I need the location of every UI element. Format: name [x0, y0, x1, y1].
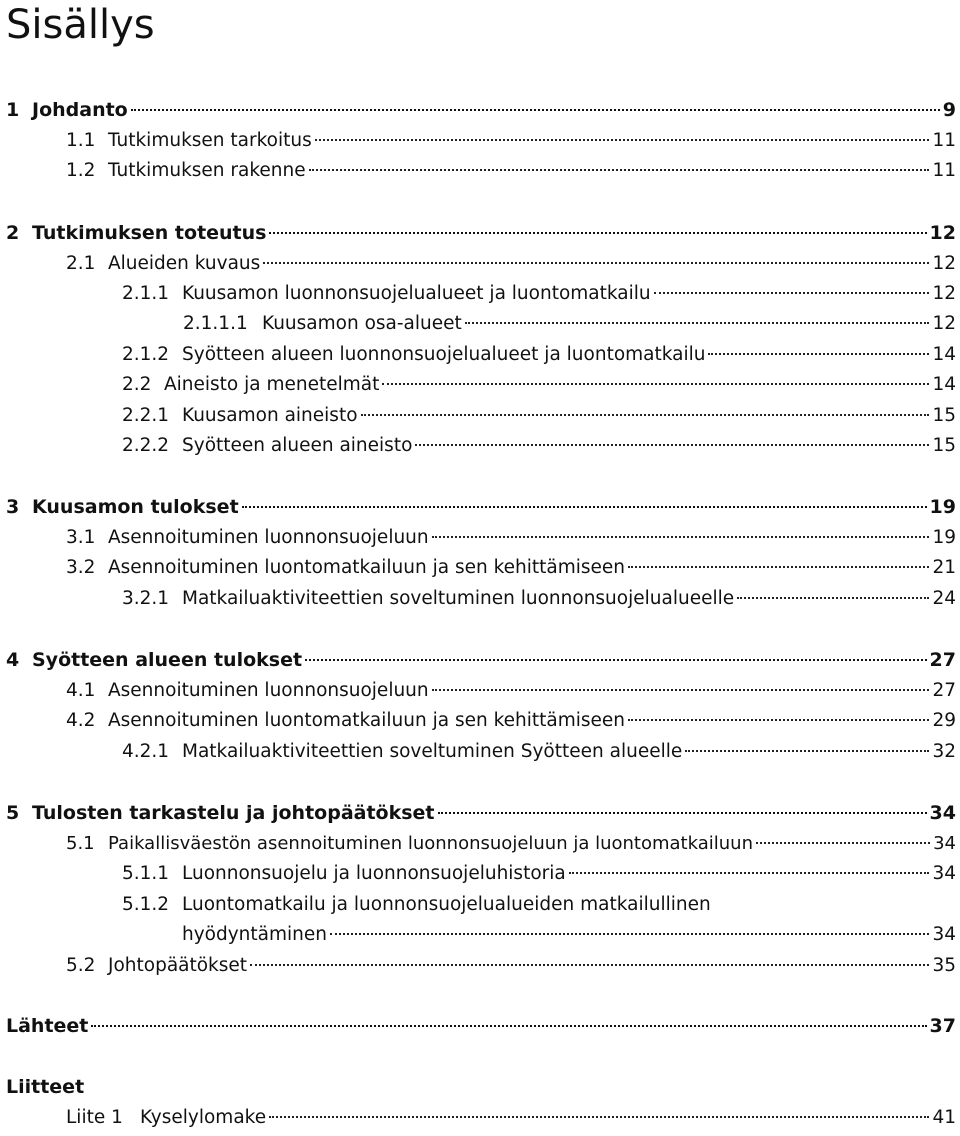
toc-section-4-1[interactable]	[66, 676, 956, 706]
toc-number: 5.1.2	[122, 894, 170, 915]
toc-section-5-1-2[interactable]	[182, 920, 956, 950]
toc-number: 3.1	[66, 527, 96, 548]
toc-number: 1.2	[66, 160, 96, 181]
dot-leader	[415, 444, 929, 446]
toc-title: Tutkimuksen rakenne	[108, 160, 306, 181]
dot-leader	[432, 536, 930, 538]
toc-page-number: 15	[932, 405, 956, 426]
toc-title: Matkailuaktiviteettien soveltuminen Syötteen alueelle	[182, 741, 683, 762]
toc-chapter-2[interactable]	[6, 218, 956, 248]
toc-section-5-2[interactable]	[66, 951, 956, 981]
toc-title: Luontomatkailu ja luonnonsuojelualueiden matkailullinen	[182, 894, 711, 915]
dot-leader	[330, 933, 929, 935]
toc-title: Tutkimuksen toteutus	[32, 222, 267, 244]
dot-leader	[465, 322, 930, 324]
toc-number: 2.1.1.1	[183, 313, 248, 334]
toc-title: Tutkimuksen tarkoitus	[108, 130, 312, 151]
dot-leader	[242, 506, 927, 508]
toc-number: 5.1.1	[122, 863, 170, 884]
dot-leader	[708, 353, 929, 355]
toc-page-number: 34	[932, 863, 956, 884]
dot-leader	[263, 262, 929, 264]
toc-page-number: 14	[932, 344, 956, 365]
toc-section-4-2-1[interactable]	[122, 737, 956, 767]
toc-number: 2.2.1	[122, 405, 170, 426]
dot-leader	[269, 1116, 929, 1118]
toc-number: 1	[6, 99, 20, 121]
toc-page-number: 35	[932, 955, 956, 976]
toc-section-1-1[interactable]	[66, 126, 956, 156]
toc-section-3-1[interactable]	[66, 523, 956, 553]
dot-leader	[315, 139, 930, 141]
toc-number: 2.2	[122, 374, 152, 395]
toc-number: 3	[6, 496, 20, 518]
toc-title: Syötteen alueen aineisto	[182, 435, 413, 456]
toc-page-number: 41	[932, 1107, 956, 1128]
toc-section-2-2-1[interactable]	[122, 401, 956, 431]
toc-page-number: 21	[932, 557, 956, 578]
toc-page-number: 27	[932, 680, 956, 701]
toc-page-number: 15	[932, 435, 956, 456]
toc-number: 5.1	[66, 833, 95, 854]
dot-leader	[250, 964, 929, 966]
toc-number: 3.2	[66, 557, 96, 578]
toc-number: 2	[6, 222, 20, 244]
toc-page-number: 9	[942, 99, 956, 121]
dot-leader	[91, 1025, 926, 1027]
toc-section-2-1-2[interactable]	[122, 340, 956, 370]
toc-page-number: 12	[932, 253, 956, 274]
toc-number: 2.1	[66, 253, 96, 274]
toc-title: Johdanto	[32, 99, 128, 121]
toc-title: Luonnonsuojelu ja luonnonsuojeluhistoria	[182, 863, 566, 884]
dot-leader	[361, 414, 930, 416]
toc-section-2-2[interactable]	[122, 370, 956, 400]
toc-title: Asennoituminen luonnonsuojeluun	[108, 527, 429, 548]
dot-leader	[438, 812, 927, 814]
toc-number: 2.2.2	[122, 435, 170, 456]
toc-title: Kuusamon aineisto	[182, 405, 358, 426]
dot-leader	[628, 566, 929, 568]
toc-title: Tulosten tarkastelu ja johtopäätökset	[32, 802, 435, 824]
toc-title: Kuusamon osa-alueet	[262, 313, 462, 334]
toc-references[interactable]	[6, 1011, 956, 1041]
toc-title: Kyselylomake	[140, 1107, 267, 1128]
toc-title: Alueiden kuvaus	[108, 253, 261, 274]
toc-title: Aineisto ja menetelmät	[164, 374, 380, 395]
toc-section-3-2[interactable]	[66, 553, 956, 583]
toc-page-number: 29	[932, 710, 956, 731]
toc-section-2-1-1[interactable]	[122, 279, 956, 309]
toc-number: 4.2.1	[122, 741, 170, 762]
toc-section-5-1-1[interactable]	[122, 859, 956, 889]
toc-page-number: 37	[929, 1015, 956, 1037]
toc-section-1-2[interactable]	[66, 156, 956, 186]
toc-chapter-4[interactable]	[6, 645, 956, 675]
toc-page-number: 27	[929, 649, 956, 671]
toc-section-2-1[interactable]	[66, 249, 956, 279]
dot-leader	[737, 597, 929, 599]
toc-chapter-1[interactable]	[6, 95, 956, 125]
toc-title: Johtopäätökset	[108, 955, 248, 976]
toc-section-2-1-1-1[interactable]	[183, 309, 956, 339]
dot-leader	[309, 169, 930, 171]
dot-leader	[756, 842, 930, 844]
toc-page-number: 34	[933, 833, 956, 854]
dot-leader	[382, 383, 929, 385]
toc-title: Asennoituminen luontomatkailuun ja sen kehittämiseen	[108, 710, 626, 731]
toc-page-number: 34	[932, 924, 956, 945]
toc-chapter-5[interactable]	[6, 798, 956, 828]
toc-appendix-1[interactable]	[66, 1103, 956, 1133]
toc-page-number: 12	[932, 283, 956, 304]
dot-leader	[269, 232, 926, 234]
dot-leader	[305, 659, 926, 661]
toc-number: Liite 1	[66, 1107, 123, 1128]
toc-number: 5.2	[66, 955, 96, 976]
toc-number: 3.2.1	[122, 588, 170, 609]
toc-title: Asennoituminen luontomatkailuun ja sen kehittämiseen	[108, 557, 626, 578]
toc-title: Syötteen alueen luonnonsuojelualueet ja luontomatkailu	[182, 344, 706, 365]
toc-chapter-3[interactable]	[6, 492, 956, 522]
toc-section-5-1[interactable]	[66, 829, 956, 859]
toc-section-3-2-1[interactable]	[122, 584, 956, 614]
dot-leader	[432, 689, 930, 691]
toc-number: 4	[6, 649, 20, 671]
toc-page-number: 19	[929, 496, 956, 518]
toc-page-number: 12	[929, 222, 956, 244]
toc-number: 4.2	[66, 710, 96, 731]
toc-page-number: 19	[932, 527, 956, 548]
toc-section-4-2[interactable]	[66, 706, 956, 736]
toc-title: Syötteen alueen tulokset	[32, 649, 303, 671]
toc-number: 2.1.2	[122, 344, 170, 365]
toc-page-number: 34	[929, 802, 956, 824]
toc-section-2-2-2[interactable]	[122, 431, 956, 461]
toc-title: Kuusamon luonnonsuojelualueet ja luontomatkailu	[182, 283, 651, 304]
toc-title: Kuusamon tulokset	[32, 496, 239, 518]
toc-section-5-1-2-first-line[interactable]	[122, 890, 711, 920]
toc-title: Asennoituminen luonnonsuojeluun	[108, 680, 429, 701]
toc-number: 1.1	[66, 130, 96, 151]
toc-title: Paikallisväestön asennoituminen luonnonsuojeluun ja luontomatkailuun	[108, 833, 753, 854]
toc-appendices-heading[interactable]	[6, 1072, 84, 1102]
page-title: Sisällys	[6, 2, 155, 48]
dot-leader	[685, 750, 929, 752]
toc-page-number: 12	[932, 313, 956, 334]
dot-leader	[569, 872, 930, 874]
dot-leader	[131, 109, 940, 111]
dot-leader	[654, 292, 930, 294]
dot-leader	[628, 719, 929, 721]
toc-number: 2.1.1	[122, 283, 170, 304]
toc-number: 4.1	[66, 680, 96, 701]
toc-number: 5	[6, 802, 20, 824]
toc-page-number: 14	[932, 374, 956, 395]
toc-page-number: 24	[932, 588, 956, 609]
toc-page-number: 32	[932, 741, 956, 762]
toc-title: Lähteet	[6, 1015, 89, 1037]
toc-page-number: 11	[932, 160, 956, 181]
toc-title: Liitteet	[6, 1076, 85, 1098]
toc-title: Matkailuaktiviteettien soveltuminen luonnonsuojelualueelle	[182, 588, 735, 609]
toc-page-number: 11	[932, 130, 956, 151]
toc-title-continued: hyödyntäminen	[182, 924, 327, 945]
